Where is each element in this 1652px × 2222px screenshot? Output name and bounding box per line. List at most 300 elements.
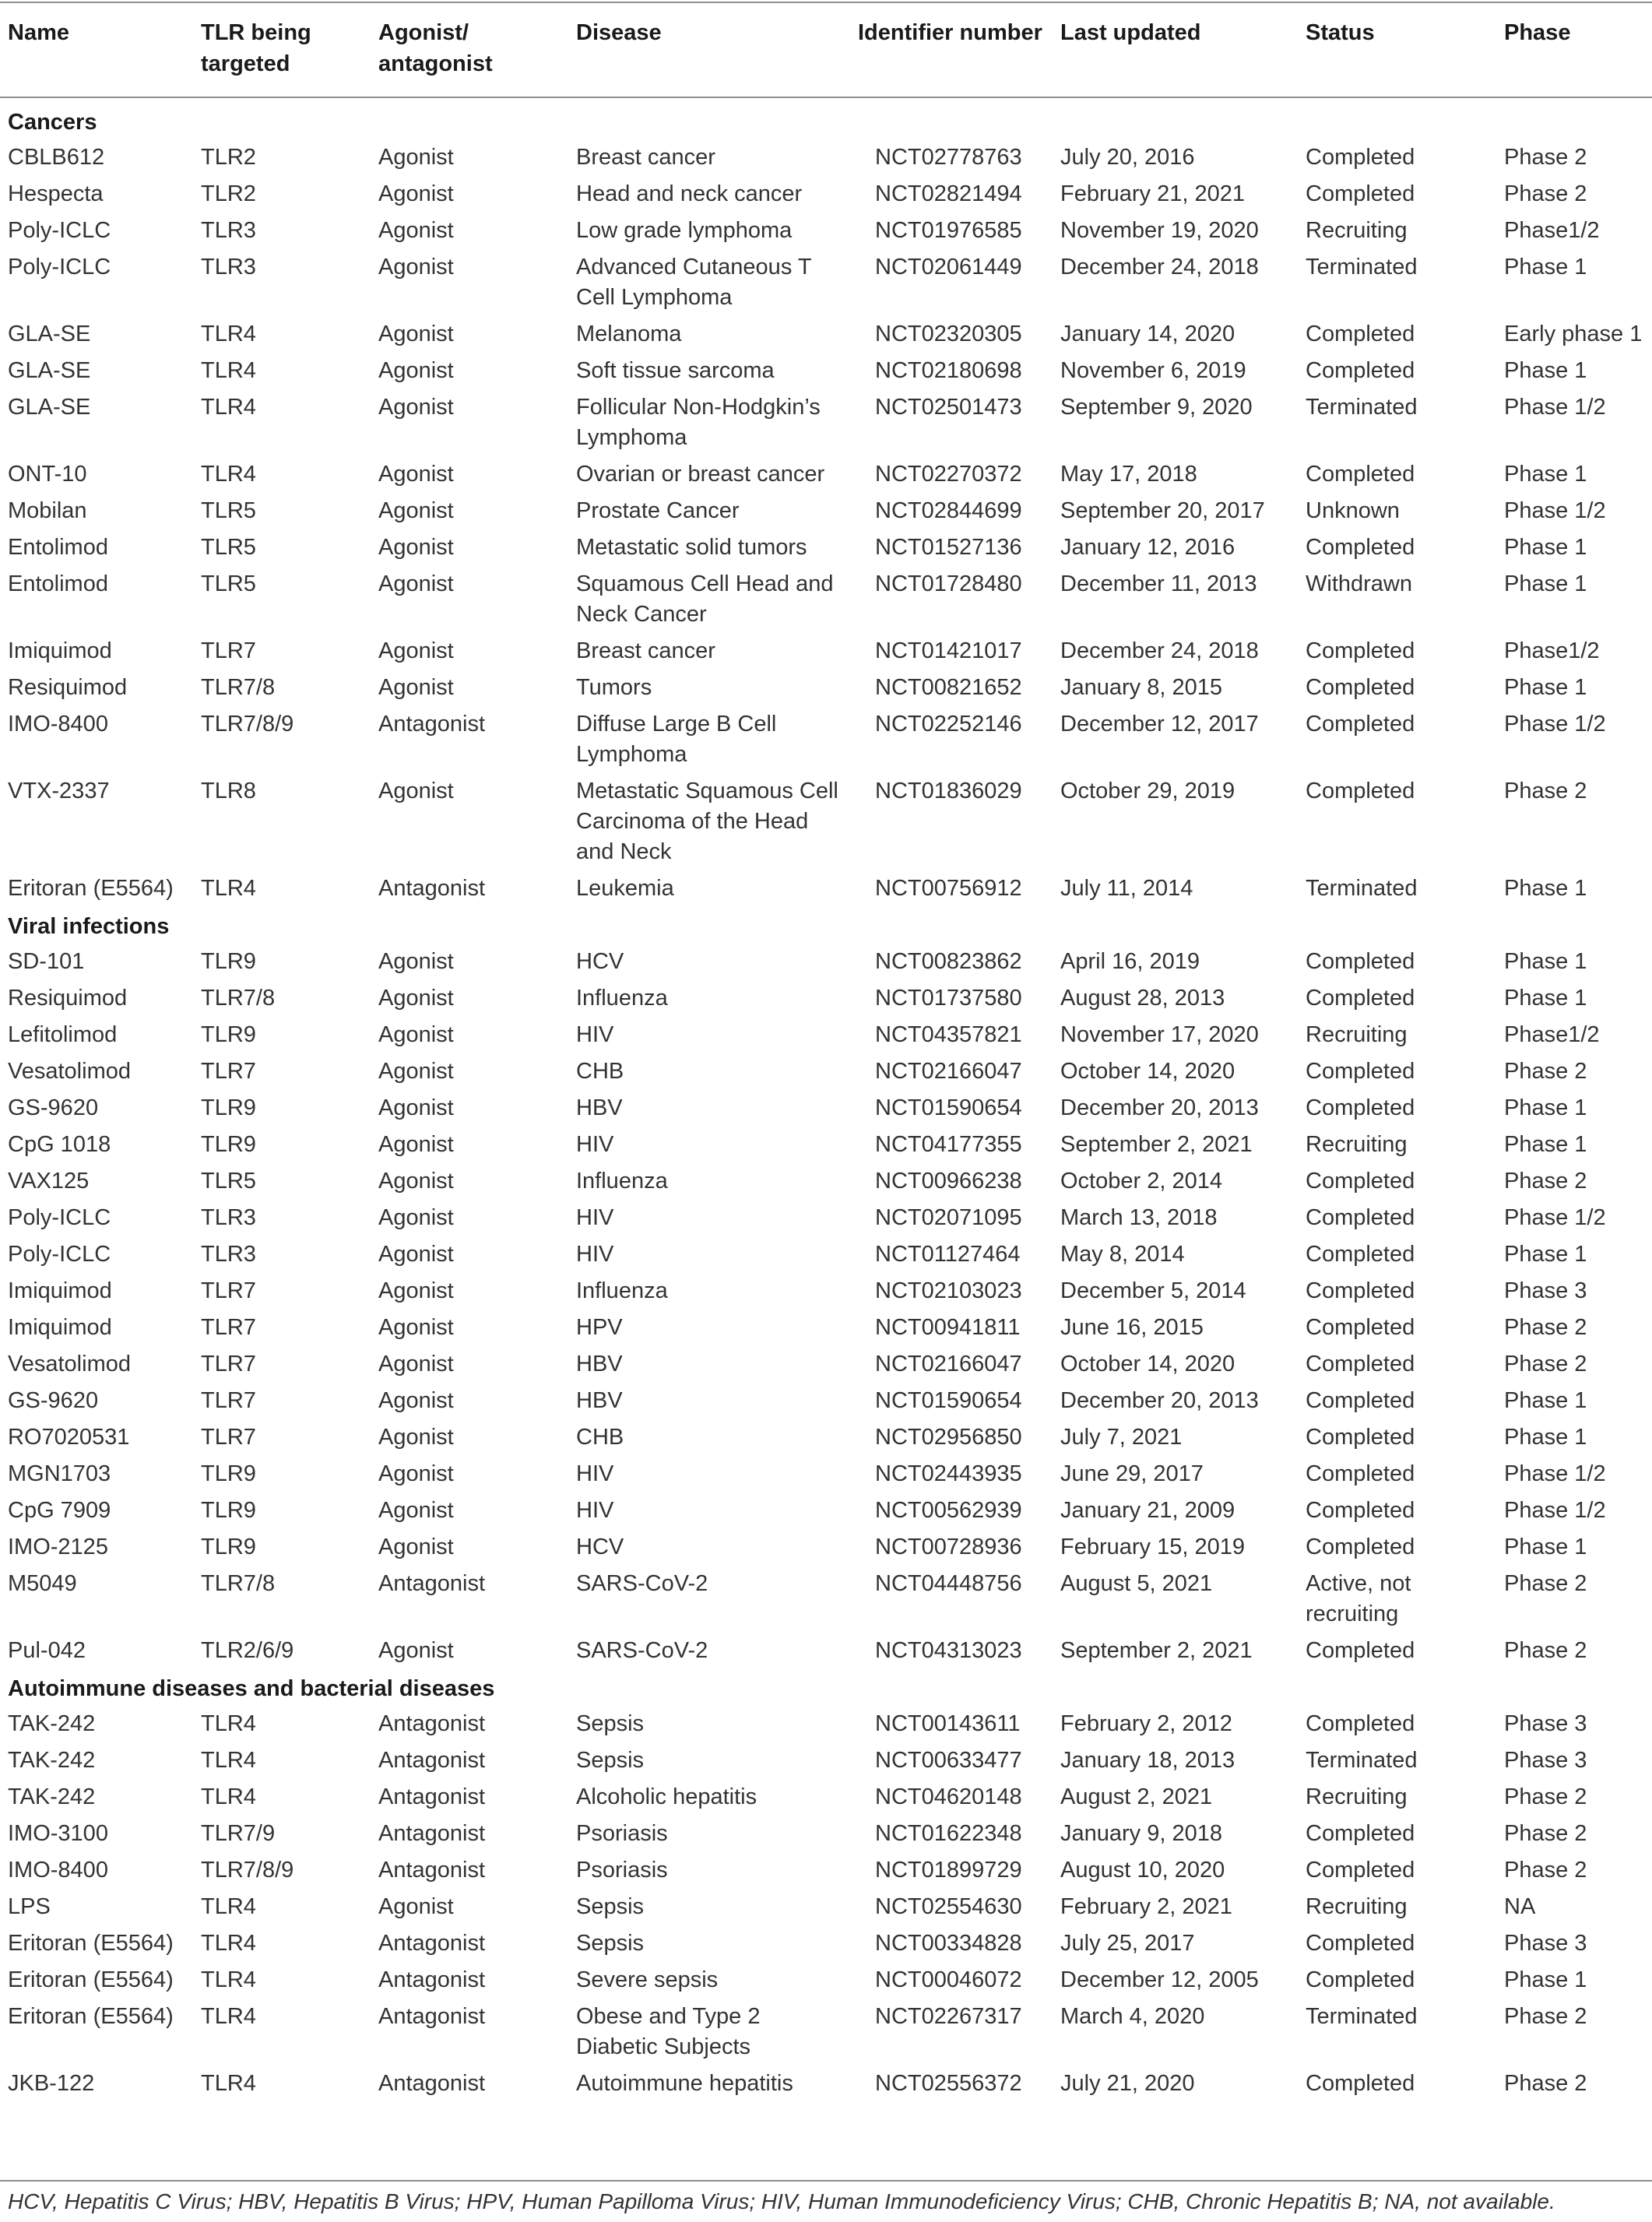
cell-tlr: TLR4 [201,1894,256,1919]
cell-status: Completed [1306,181,1415,206]
section-row [0,907,1652,944]
cell-disease: Prostate Cancer [576,498,740,523]
table-row [0,566,1652,633]
cell-disease: Sepsis [576,1711,645,1736]
cell-status: Completed [1306,462,1415,487]
table-row [0,389,1652,456]
cell-agonist-antagonist: Agonist [378,638,454,663]
cell-agonist-antagonist: Antagonist [378,2004,486,2029]
cell-name: Vesatolimod [8,1059,131,1084]
cell-status: Completed [1306,779,1415,803]
cell-name: JKB-122 [8,2071,95,2096]
cell-agonist-antagonist: Antagonist [378,2071,486,2096]
cell-identifier: NCT02443935 [875,1461,1022,1486]
table-row [0,2066,1652,2102]
cell-agonist-antagonist: Agonist [378,1894,454,1919]
cell-phase: Phase 2 [1504,1858,1587,1883]
table-row [0,1053,1652,1090]
cell-tlr: TLR9 [201,1132,256,1157]
cell-tlr: TLR4 [201,462,256,487]
cell-identifier: NCT01127464 [875,1242,1021,1267]
cell-last-updated: February 15, 2019 [1060,1535,1245,1559]
cell-status: Completed [1306,1461,1415,1486]
cell-status: Completed [1306,1967,1415,1992]
cell-status: Completed [1306,1638,1415,1663]
cell-agonist-antagonist: Agonist [378,1169,454,1194]
cell-disease: Sepsis [576,1748,645,1773]
cell-phase: Phase 3 [1504,1711,1587,1736]
cell-tlr: TLR7 [201,1315,256,1340]
cell-phase: Phase 3 [1504,1278,1587,1303]
cell-phase: Phase 2 [1504,1315,1587,1340]
cell-status: Completed [1306,1931,1415,1956]
cell-agonist-antagonist: Agonist [378,1425,454,1450]
cell-phase: Phase 1/2 [1504,1461,1606,1486]
cell-identifier: NCT02166047 [875,1352,1022,1376]
cell-name: Imiquimod [8,1278,112,1303]
cell-phase: Phase 1/2 [1504,395,1606,420]
table-row [0,353,1652,389]
cell-agonist-antagonist: Antagonist [378,1571,486,1596]
cell-disease: HBV [576,1095,623,1120]
cell-agonist-antagonist: Antagonist [378,1931,486,1956]
table-row [0,529,1652,566]
cell-phase: Phase 1 [1504,1425,1587,1450]
cell-status: Completed [1306,1059,1415,1084]
cell-name: CpG 7909 [8,1498,111,1523]
cell-name: Eritoran (E5564) [8,1967,174,1992]
cell-last-updated: December 20, 2013 [1060,1095,1259,1120]
cell-tlr: TLR7 [201,638,256,663]
cell-tlr: TLR7/8/9 [201,712,294,737]
cell-tlr: TLR4 [201,1748,256,1773]
cell-status: Withdrawn [1306,571,1412,596]
cell-tlr: TLR7 [201,1388,256,1413]
cell-phase: Phase 1 [1504,358,1587,383]
cell-last-updated: January 9, 2018 [1060,1821,1222,1846]
table-row [0,870,1652,907]
cell-last-updated: October 29, 2019 [1060,779,1235,803]
cell-status: Completed [1306,1352,1415,1376]
cell-tlr: TLR4 [201,2071,256,2096]
cell-tlr: TLR9 [201,1095,256,1120]
cell-identifier: NCT04620148 [875,1784,1022,1809]
cell-tlr: TLR3 [201,1205,256,1230]
cell-identifier: NCT02252146 [875,712,1022,737]
cell-agonist-antagonist: Agonist [378,986,454,1011]
cell-disease: Sepsis [576,1931,645,1956]
cell-disease: Tumors [576,675,652,700]
cell-name: Lefitolimod [8,1022,118,1047]
cell-agonist-antagonist: Antagonist [378,1858,486,1883]
table-row [0,1925,1652,1962]
cell-disease: Metastatic Squamous Cell Carcinoma of the Head and Neck [576,779,838,864]
cell-tlr: TLR9 [201,949,256,974]
cell-tlr: TLR7/8 [201,986,276,1011]
cell-identifier: NCT01590654 [875,1388,1022,1413]
cell-disease: Sepsis [576,1894,645,1919]
cell-disease: CHB [576,1425,624,1450]
cell-agonist-antagonist: Agonist [378,181,454,206]
cell-tlr: TLR7 [201,1352,256,1376]
cell-phase: NA [1504,1894,1536,1919]
cell-agonist-antagonist: Antagonist [378,1711,486,1736]
cell-name: GS-9620 [8,1388,99,1413]
table-row [0,1706,1652,1742]
cell-agonist-antagonist: Agonist [378,1132,454,1157]
cell-status: Completed [1306,1858,1415,1883]
cell-tlr: TLR4 [201,1931,256,1956]
cell-identifier: NCT02180698 [875,358,1022,383]
cell-name: Pul-042 [8,1638,86,1663]
table-body [0,98,1652,2102]
cell-identifier: NCT02166047 [875,1059,1022,1084]
cell-agonist-antagonist: Agonist [378,1205,454,1230]
cell-tlr: TLR7/9 [201,1821,276,1846]
cell-name: GLA-SE [8,322,91,346]
cell-disease: Soft tissue sarcoma [576,358,775,383]
cell-status: Completed [1306,1242,1415,1267]
cell-disease: Influenza [576,1278,668,1303]
section-title: Autoimmune diseases and bacterial diseases [8,1676,495,1701]
table-row [0,1236,1652,1273]
cell-phase: Phase 1 [1504,462,1587,487]
cell-disease: Alcoholic hepatitis [576,1784,757,1809]
cell-status: Completed [1306,712,1415,737]
cell-disease: Influenza [576,1169,668,1194]
cell-phase: Phase1/2 [1504,1022,1600,1047]
table-row [0,213,1652,249]
cell-phase: Phase 1 [1504,571,1587,596]
cell-status: Terminated [1306,1748,1418,1773]
cell-tlr: TLR4 [201,1711,256,1736]
cell-phase: Phase 2 [1504,779,1587,803]
table-row [0,1529,1652,1566]
cell-name: Eritoran (E5564) [8,876,174,901]
cell-agonist-antagonist: Agonist [378,1352,454,1376]
cell-status: Completed [1306,675,1415,700]
cell-phase: Phase 2 [1504,1352,1587,1376]
cell-status: Active, not recruiting [1306,1571,1411,1626]
cell-last-updated: July 11, 2014 [1060,876,1193,901]
cell-phase: Phase 1 [1504,1967,1587,1992]
cell-status: Terminated [1306,255,1418,280]
cell-agonist-antagonist: Agonist [378,462,454,487]
cell-identifier: NCT02103023 [875,1278,1022,1303]
cell-identifier: NCT00334828 [875,1931,1022,1956]
table-row [0,1633,1652,1669]
cell-phase: Phase 2 [1504,181,1587,206]
cell-phase: Phase 2 [1504,1571,1587,1596]
cell-status: Completed [1306,535,1415,560]
cell-agonist-antagonist: Agonist [378,1278,454,1303]
cell-tlr: TLR4 [201,395,256,420]
cell-name: M5049 [8,1571,77,1596]
cell-status: Terminated [1306,2004,1418,2029]
cell-status: Completed [1306,1095,1415,1120]
cell-phase: Phase 1 [1504,255,1587,280]
cell-name: Eritoran (E5564) [8,1931,174,1956]
table-row [0,493,1652,529]
cell-status: Completed [1306,986,1415,1011]
cell-identifier: NCT01836029 [875,779,1022,803]
header-row [0,0,1652,98]
header-agonist-antagonist: Agonist/ antagonist [378,20,493,76]
cell-status: Completed [1306,358,1415,383]
table-row [0,176,1652,213]
cell-last-updated: December 24, 2018 [1060,638,1259,663]
cell-last-updated: December 11, 2013 [1060,571,1257,596]
cell-status: Completed [1306,2071,1415,2096]
cell-name: MGN1703 [8,1461,111,1486]
cell-disease: Melanoma [576,322,682,346]
cell-tlr: TLR4 [201,1967,256,1992]
table-row [0,1816,1652,1852]
cell-last-updated: August 10, 2020 [1060,1858,1225,1883]
section-row [0,1669,1652,1706]
table-row [0,1492,1652,1529]
table-row [0,670,1652,706]
cell-tlr: TLR9 [201,1461,256,1486]
table-row [0,1999,1652,2066]
cell-agonist-antagonist: Agonist [378,1388,454,1413]
cell-name: Poly-ICLC [8,1242,111,1267]
table-row [0,1962,1652,1999]
cell-status: Completed [1306,1169,1415,1194]
cell-last-updated: January 8, 2015 [1060,675,1222,700]
cell-disease: Follicular Non-Hodgkin’s Lymphoma [576,395,821,450]
cell-status: Completed [1306,949,1415,974]
cell-agonist-antagonist: Agonist [378,395,454,420]
cell-tlr: TLR2/6/9 [201,1638,294,1663]
cell-phase: Phase 2 [1504,1784,1587,1809]
cell-agonist-antagonist: Agonist [378,1638,454,1663]
cell-agonist-antagonist: Agonist [378,218,454,243]
cell-identifier: NCT02556372 [875,2071,1022,2096]
cell-identifier: NCT02844699 [875,498,1022,523]
cell-identifier: NCT00823862 [875,949,1022,974]
cell-disease: HIV [576,1498,614,1523]
cell-disease: CHB [576,1059,624,1084]
cell-last-updated: July 7, 2021 [1060,1425,1183,1450]
cell-name: Poly-ICLC [8,218,111,243]
table-row [0,773,1652,870]
cell-identifier: NCT04313023 [875,1638,1022,1663]
cell-identifier: NCT01527136 [875,535,1022,560]
cell-disease: HIV [576,1205,614,1230]
cell-name: TAK-242 [8,1784,96,1809]
cell-last-updated: January 12, 2016 [1060,535,1235,560]
cell-agonist-antagonist: Agonist [378,358,454,383]
cell-disease: Ovarian or breast cancer [576,462,825,487]
cell-agonist-antagonist: Agonist [378,498,454,523]
cell-name: CpG 1018 [8,1132,111,1157]
cell-tlr: TLR7/8/9 [201,1858,294,1883]
cell-tlr: TLR7 [201,1278,256,1303]
cell-agonist-antagonist: Antagonist [378,712,486,737]
cell-identifier: NCT02554630 [875,1894,1022,1919]
cell-tlr: TLR4 [201,322,256,346]
cell-identifier: NCT01737580 [875,986,1022,1011]
cell-disease: HIV [576,1461,614,1486]
cell-status: Unknown [1306,498,1400,523]
cell-tlr: TLR7/8 [201,1571,276,1596]
cell-agonist-antagonist: Agonist [378,1498,454,1523]
cell-identifier: NCT01622348 [875,1821,1022,1846]
cell-identifier: NCT01421017 [875,638,1022,663]
table-row [0,1566,1652,1633]
cell-tlr: TLR4 [201,2004,256,2029]
cell-disease: Psoriasis [576,1821,668,1846]
table-row [0,1779,1652,1816]
cell-agonist-antagonist: Agonist [378,571,454,596]
cell-name: Hespecta [8,181,104,206]
cell-tlr: TLR9 [201,1535,256,1559]
cell-status: Completed [1306,1711,1415,1736]
cell-identifier: NCT04177355 [875,1132,1022,1157]
cell-last-updated: August 2, 2021 [1060,1784,1213,1809]
cell-name: CBLB612 [8,145,105,170]
cell-identifier: NCT00143611 [875,1711,1021,1736]
cell-name: IMO-2125 [8,1535,108,1559]
cell-last-updated: August 5, 2021 [1060,1571,1213,1596]
cell-last-updated: December 5, 2014 [1060,1278,1246,1303]
cell-last-updated: December 24, 2018 [1060,255,1259,280]
table-header [0,0,1652,98]
cell-agonist-antagonist: Agonist [378,535,454,560]
cell-last-updated: September 9, 2020 [1060,395,1253,420]
cell-name: LPS [8,1894,51,1919]
table-row [0,1273,1652,1310]
header-tlr: TLR being targeted [201,20,311,76]
cell-identifier: NCT04448756 [875,1571,1022,1596]
cell-agonist-antagonist: Antagonist [378,1821,486,1846]
table-row [0,1346,1652,1383]
cell-tlr: TLR8 [201,779,256,803]
cell-tlr: TLR9 [201,1022,256,1047]
cell-status: Completed [1306,1498,1415,1523]
table-row [0,456,1652,493]
cell-tlr: TLR2 [201,181,256,206]
bottom-rule [0,2180,1652,2182]
cell-disease: Advanced Cutaneous T Cell Lymphoma [576,255,812,310]
cell-last-updated: March 13, 2018 [1060,1205,1218,1230]
cell-phase: Phase 2 [1504,1638,1587,1663]
cell-name: VAX125 [8,1169,90,1194]
cell-last-updated: March 4, 2020 [1060,2004,1205,2029]
cell-phase: Phase 1 [1504,535,1587,560]
cell-tlr: TLR5 [201,571,256,596]
cell-disease: Diffuse Large B Cell Lymphoma [576,712,777,767]
table-row [0,1017,1652,1053]
cell-identifier: NCT02270372 [875,462,1022,487]
cell-last-updated: July 20, 2016 [1060,145,1195,170]
cell-name: TAK-242 [8,1748,96,1773]
cell-disease: HCV [576,1535,624,1559]
cell-disease: Leukemia [576,876,674,901]
cell-agonist-antagonist: Agonist [378,1095,454,1120]
cell-name: SD-101 [8,949,85,974]
section-title: Viral infections [8,914,170,939]
cell-last-updated: September 20, 2017 [1060,498,1265,523]
cell-identifier: NCT01590654 [875,1095,1022,1120]
cell-identifier: NCT00821652 [875,675,1022,700]
cell-last-updated: October 14, 2020 [1060,1059,1235,1084]
cell-last-updated: January 18, 2013 [1060,1748,1235,1773]
cell-phase: Phase 1/2 [1504,1498,1606,1523]
cell-disease: SARS-CoV-2 [576,1638,708,1663]
cell-name: Entolimod [8,571,108,596]
cell-disease: HIV [576,1242,614,1267]
table-row [0,1889,1652,1925]
cell-status: Completed [1306,1388,1415,1413]
cell-phase: Phase 2 [1504,1059,1587,1084]
cell-identifier: NCT00941811 [875,1315,1021,1340]
table-footnote: HCV, Hepatitis C Virus; HBV, Hepatitis B Virus; HPV, Human Papilloma Virus; HIV, Human Immunodeficiency Virus; CHB, Chronic Hepatitis B; NA, not available. [8,2189,1555,2213]
cell-status: Recruiting [1306,1894,1408,1919]
cell-agonist-antagonist: Agonist [378,1535,454,1559]
cell-identifier: NCT02071095 [875,1205,1022,1230]
cell-last-updated: December 12, 2017 [1060,712,1259,737]
header-status: Status [1306,20,1375,45]
cell-agonist-antagonist: Antagonist [378,1967,486,1992]
cell-identifier: NCT02267317 [875,2004,1022,2029]
cell-phase: Phase 2 [1504,2071,1587,2096]
cell-phase: Phase 1/2 [1504,1205,1606,1230]
cell-tlr: TLR3 [201,1242,256,1267]
cell-status: Terminated [1306,876,1418,901]
cell-name: TAK-242 [8,1711,96,1736]
cell-disease: Obese and Type 2 Diabetic Subjects [576,2004,761,2059]
cell-last-updated: June 29, 2017 [1060,1461,1204,1486]
cell-last-updated: October 14, 2020 [1060,1352,1235,1376]
cell-name: IMO-3100 [8,1821,108,1846]
cell-phase: Phase 1 [1504,1242,1587,1267]
cell-name: IMO-8400 [8,1858,108,1883]
section-title: Cancers [8,110,97,135]
cell-phase: Early phase 1 [1504,322,1643,346]
cell-agonist-antagonist: Agonist [378,1242,454,1267]
cell-status: Recruiting [1306,1022,1408,1047]
cell-last-updated: November 6, 2019 [1060,358,1246,383]
table-row [0,1419,1652,1456]
cell-tlr: TLR5 [201,1169,256,1194]
cell-last-updated: May 17, 2018 [1060,462,1197,487]
cell-tlr: TLR7 [201,1425,256,1450]
cell-disease: HIV [576,1132,614,1157]
cell-disease: HCV [576,949,624,974]
table-row [0,980,1652,1017]
cell-name: GS-9620 [8,1095,99,1120]
cell-status: Completed [1306,1315,1415,1340]
cell-agonist-antagonist: Agonist [378,1315,454,1340]
cell-name: Poly-ICLC [8,1205,111,1230]
cell-phase: Phase 2 [1504,1821,1587,1846]
cell-identifier: NCT02061449 [875,255,1022,280]
cell-name: Imiquimod [8,638,112,663]
cell-status: Completed [1306,1425,1415,1450]
cell-status: Completed [1306,322,1415,346]
cell-phase: Phase 1 [1504,1095,1587,1120]
cell-name: RO7020531 [8,1425,130,1450]
cell-status: Completed [1306,145,1415,170]
cell-name: Resiquimod [8,986,128,1011]
cell-agonist-antagonist: Agonist [378,322,454,346]
cell-name: Mobilan [8,498,87,523]
cell-agonist-antagonist: Antagonist [378,876,486,901]
cell-phase: Phase1/2 [1504,218,1600,243]
cell-disease: Breast cancer [576,638,715,663]
